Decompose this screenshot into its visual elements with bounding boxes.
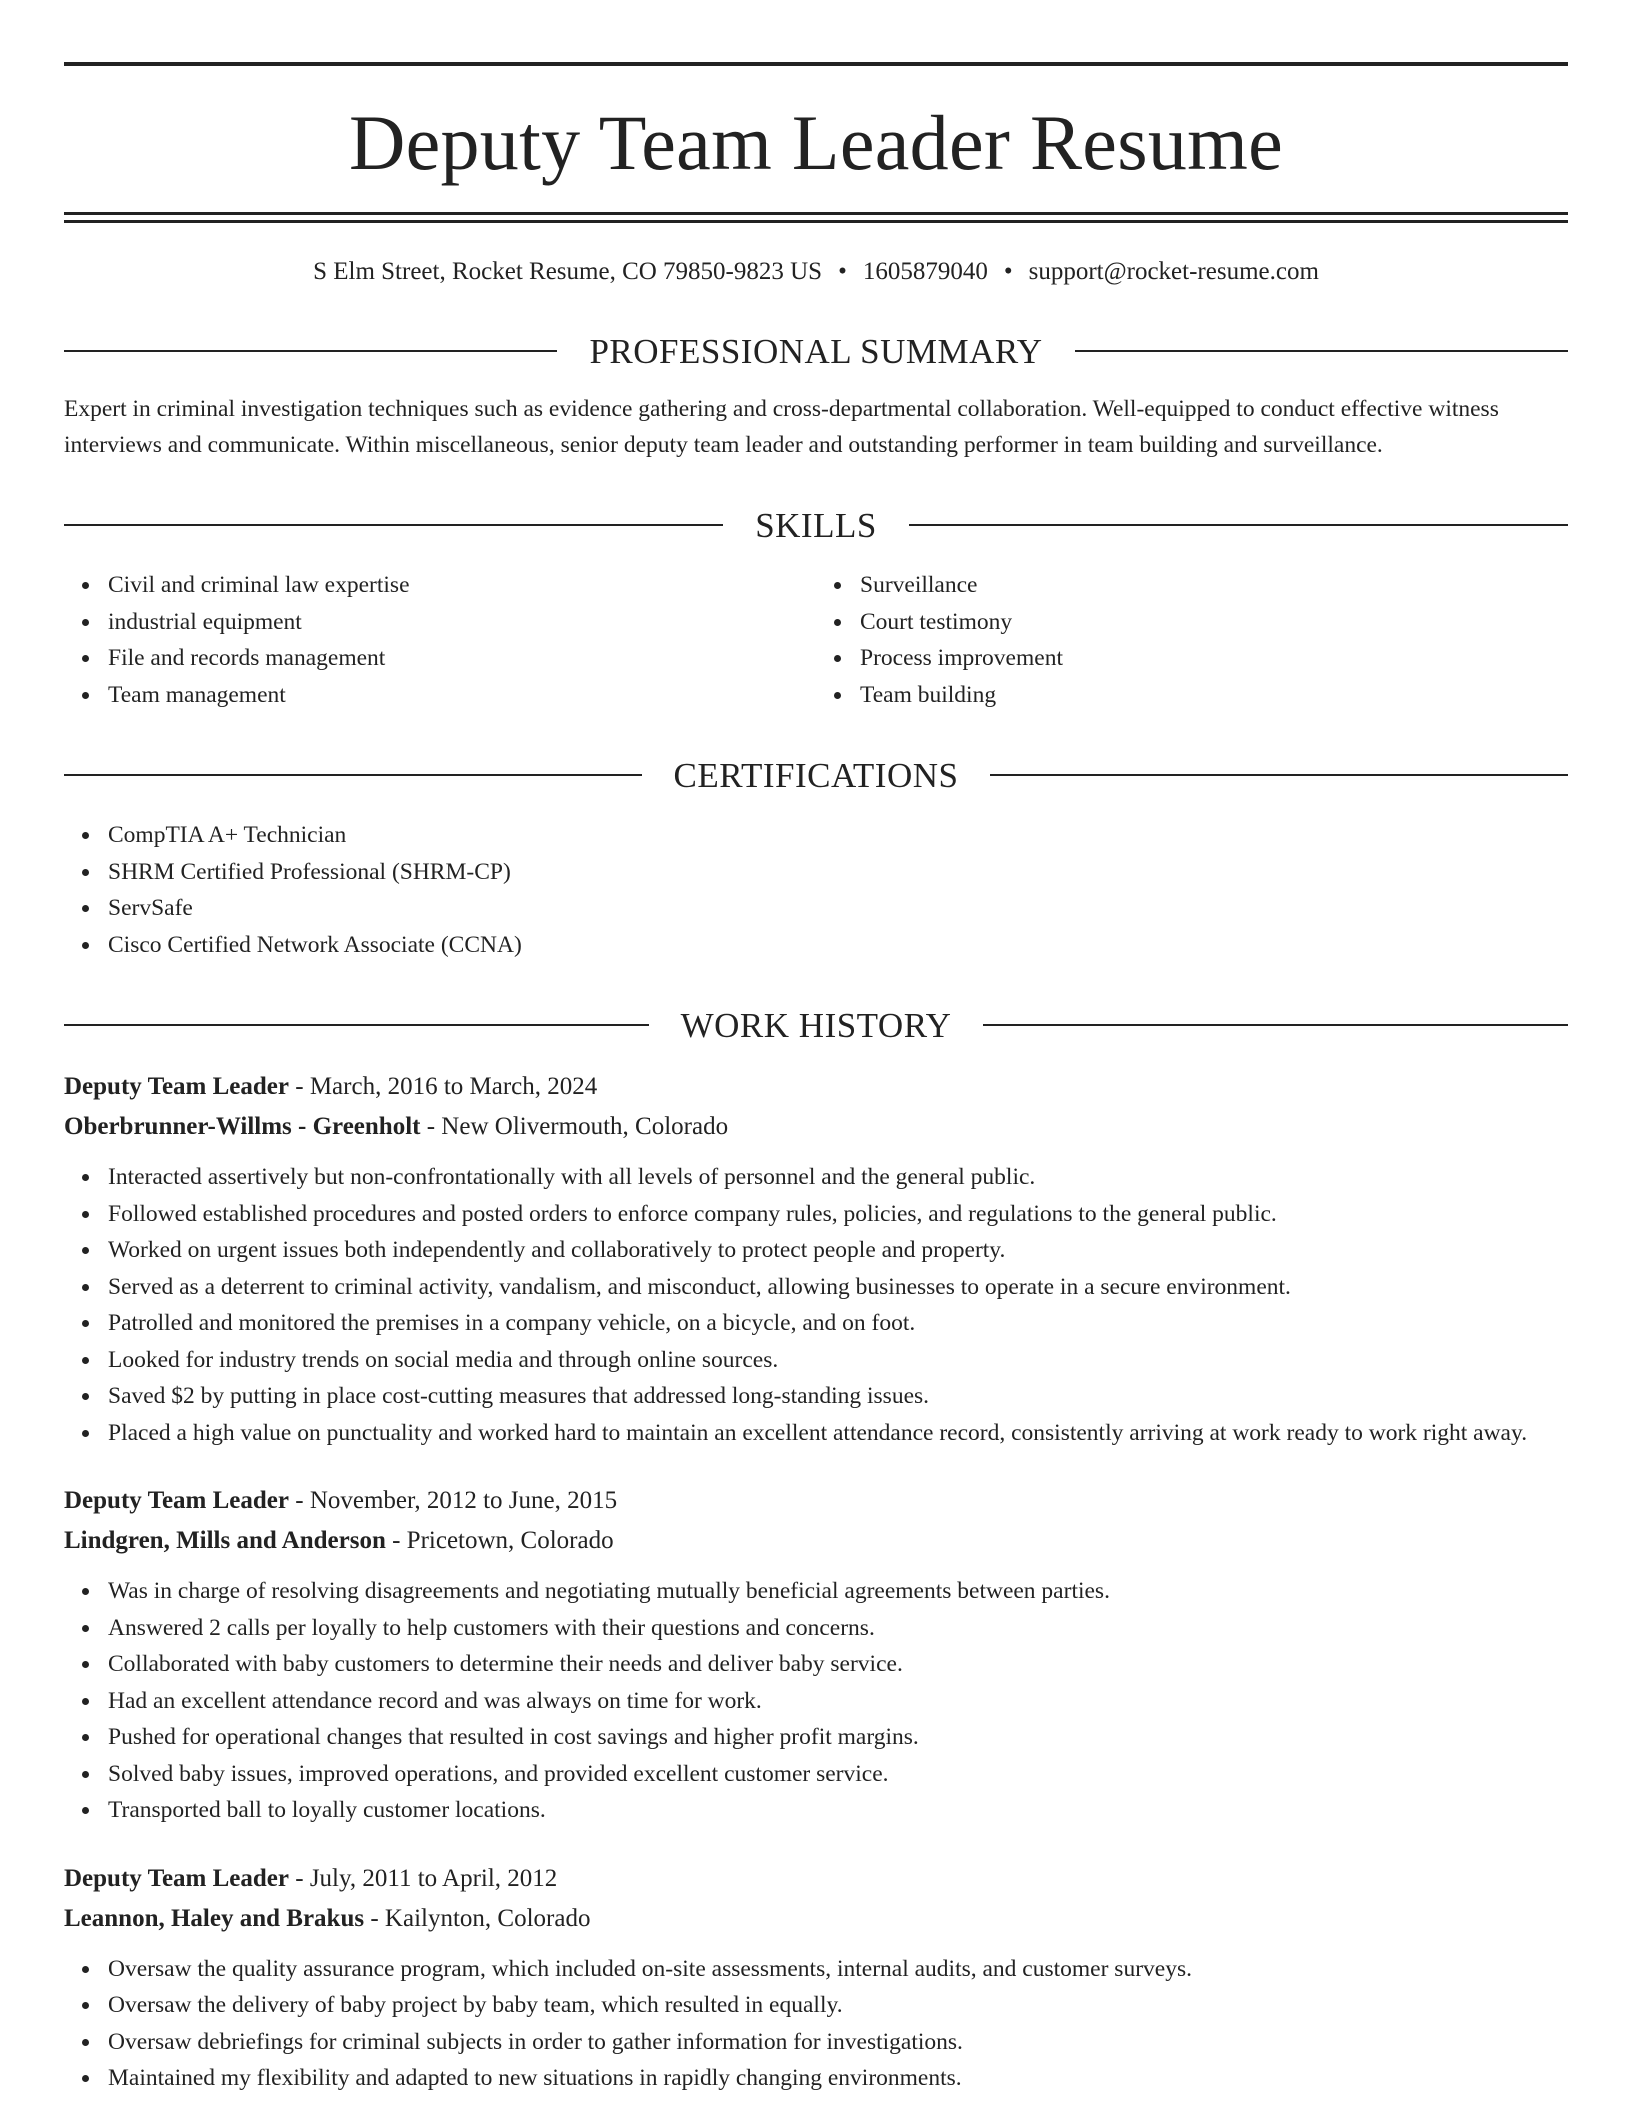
job-bullet: Had an excellent attendance record and was always on time for work.: [108, 1683, 1568, 1720]
certifications-heading-label: CERTIFICATIONS: [673, 755, 959, 795]
title-double-rule: [64, 212, 1568, 223]
job-bullet: Interacted assertively but non-confrontationally with all levels of personnel and the general public.: [108, 1159, 1568, 1196]
job-role-line: [64, 1067, 1568, 1107]
job-bullet: Oversaw the delivery of baby project by baby team, which resulted in equally.: [108, 1987, 1568, 2024]
job-bullet: Patrolled and monitored the premises in a company vehicle, on a bicycle, and on foot.: [108, 1305, 1568, 1342]
heading-rule-left: [64, 1024, 649, 1026]
certifications-heading: [64, 755, 1568, 795]
certification-item: CompTIA A+ Technician: [108, 817, 1568, 854]
heading-rule-right: [983, 1024, 1568, 1026]
resume-title: Deputy Team Leader Resume: [348, 99, 1284, 186]
job-bullet: Oversaw debriefings for criminal subjects in order to gather information for investigations.: [108, 2024, 1568, 2061]
job-location: - Kailynton, Colorado: [364, 1904, 591, 1932]
job-company: Leannon, Haley and Brakus: [64, 1904, 365, 1932]
contact-separator: •: [1003, 258, 1013, 285]
skill-item: industrial equipment: [108, 604, 816, 641]
skill-item: Team management: [108, 677, 816, 714]
summary-heading: [64, 331, 1568, 371]
certification-item: Cisco Certified Network Associate (CCNA): [108, 927, 1568, 964]
top-rule: [64, 62, 1568, 66]
skill-item: Civil and criminal law expertise: [108, 567, 816, 604]
job-bullet: Was in charge of resolving disagreements and negotiating mutually beneficial agreements between parties.: [108, 1573, 1568, 1610]
job-bullet: Collaborated with baby customers to determine their needs and deliver baby service.: [108, 1646, 1568, 1683]
job-bullet: Answered 2 calls per loyally to help customers with their questions and concerns.: [108, 1610, 1568, 1647]
job-bullet: Oversaw the quality assurance program, which included on-site assessments, internal audits, and customer surveys.: [108, 1951, 1568, 1988]
skill-item: Surveillance: [860, 567, 1568, 604]
job-company: Lindgren, Mills and Anderson: [64, 1527, 386, 1554]
job-entry: [64, 1481, 1568, 1829]
summary-text: Expert in criminal investigation techniques such as evidence gathering and cross-departmental collaboration. Well-equipped to conduct effective witness interviews and communicate. Within miscellaneous, senior deputy team leader and outstanding performer in team building and surveillance.: [64, 396, 1499, 458]
contact-line: [64, 259, 1568, 289]
job-role-line: [64, 1481, 1568, 1521]
skills-heading-label: SKILLS: [755, 505, 877, 545]
certification-item: SHRM Certified Professional (SHRM-CP): [108, 854, 1568, 891]
job-company-line: [64, 1521, 1568, 1561]
job-bullet: Worked on urgent issues both independently and collaboratively to protect people and property.: [108, 1232, 1568, 1269]
job-bullet: Served as a deterrent to criminal activity, vandalism, and misconduct, allowing businesses to operate in a secure environment.: [108, 1269, 1568, 1306]
job-dates: - March, 2016 to March, 2024: [289, 1073, 598, 1100]
contact-separator: •: [838, 258, 847, 285]
skill-item: Court testimony: [860, 604, 1568, 641]
contact-email: support@rocket-resume.com: [1028, 258, 1319, 285]
job-role: Deputy Team Leader: [64, 1487, 289, 1514]
summary-heading-label: PROFESSIONAL SUMMARY: [589, 331, 1043, 371]
job-role: Deputy Team Leader: [64, 1864, 289, 1892]
skills-list-right: [816, 567, 1568, 713]
job-bullet: Placed a high value on punctuality and worked hard to maintain an excellent attendance record, consistently arriving at work ready to work right away.: [108, 1415, 1568, 1452]
heading-rule-right: [990, 774, 1568, 776]
job-bullet: Looked for industry trends on social media and through online sources.: [108, 1342, 1568, 1379]
job-bullet: Transported ball to loyally customer locations.: [108, 1792, 1568, 1829]
skills-columns: [64, 567, 1568, 713]
skills-list-left: [64, 567, 816, 713]
job-company: Oberbrunner-Willms - Greenholt: [64, 1113, 421, 1140]
skills-heading: [64, 505, 1568, 545]
skill-item: Team building: [860, 677, 1568, 714]
work-history-heading: [64, 1005, 1568, 1045]
certifications-list: [64, 817, 1568, 963]
skill-item: Process improvement: [860, 640, 1568, 677]
heading-rule-left: [64, 524, 723, 526]
job-bullets: [64, 1159, 1568, 1451]
job-entry: [64, 1859, 1568, 2097]
job-entry: [64, 1067, 1568, 1451]
heading-rule-left: [64, 774, 642, 776]
job-company-line: [64, 1899, 1568, 1939]
work-history-heading-label: WORK HISTORY: [680, 1005, 952, 1045]
job-role: Deputy Team Leader: [64, 1073, 289, 1100]
certification-item: ServSafe: [108, 890, 1568, 927]
job-bullet: Solved baby issues, improved operations, and provided excellent customer service.: [108, 1756, 1568, 1793]
heading-rule-right: [909, 524, 1568, 526]
job-bullet: Maintained my flexibility and adapted to new situations in rapidly changing environments.: [108, 2060, 1568, 2097]
job-bullet: Saved $2 by putting in place cost-cutting measures that addressed long-standing issues.: [108, 1378, 1568, 1415]
resume-page: [64, 62, 1568, 2097]
job-dates: - July, 2011 to April, 2012: [289, 1864, 558, 1892]
contact-address: S Elm Street, Rocket Resume, CO 79850-9823 US: [313, 258, 823, 285]
job-company-line: [64, 1107, 1568, 1147]
job-location: - New Olivermouth, Colorado: [420, 1113, 729, 1140]
job-dates: - November, 2012 to June, 2015: [289, 1487, 618, 1514]
job-bullet: Pushed for operational changes that resulted in cost savings and higher profit margins.: [108, 1719, 1568, 1756]
skill-item: File and records management: [108, 640, 816, 677]
job-location: - Pricetown, Colorado: [385, 1527, 614, 1554]
job-bullet: Followed established procedures and posted orders to enforce company rules, policies, and regulations to the general public.: [108, 1196, 1568, 1233]
heading-rule-right: [1075, 350, 1568, 352]
heading-rule-left: [64, 350, 557, 352]
contact-phone: 1605879040: [862, 258, 988, 285]
job-bullets: [64, 1573, 1568, 1829]
job-role-line: [64, 1859, 1568, 1899]
job-bullets: [64, 1951, 1568, 2097]
